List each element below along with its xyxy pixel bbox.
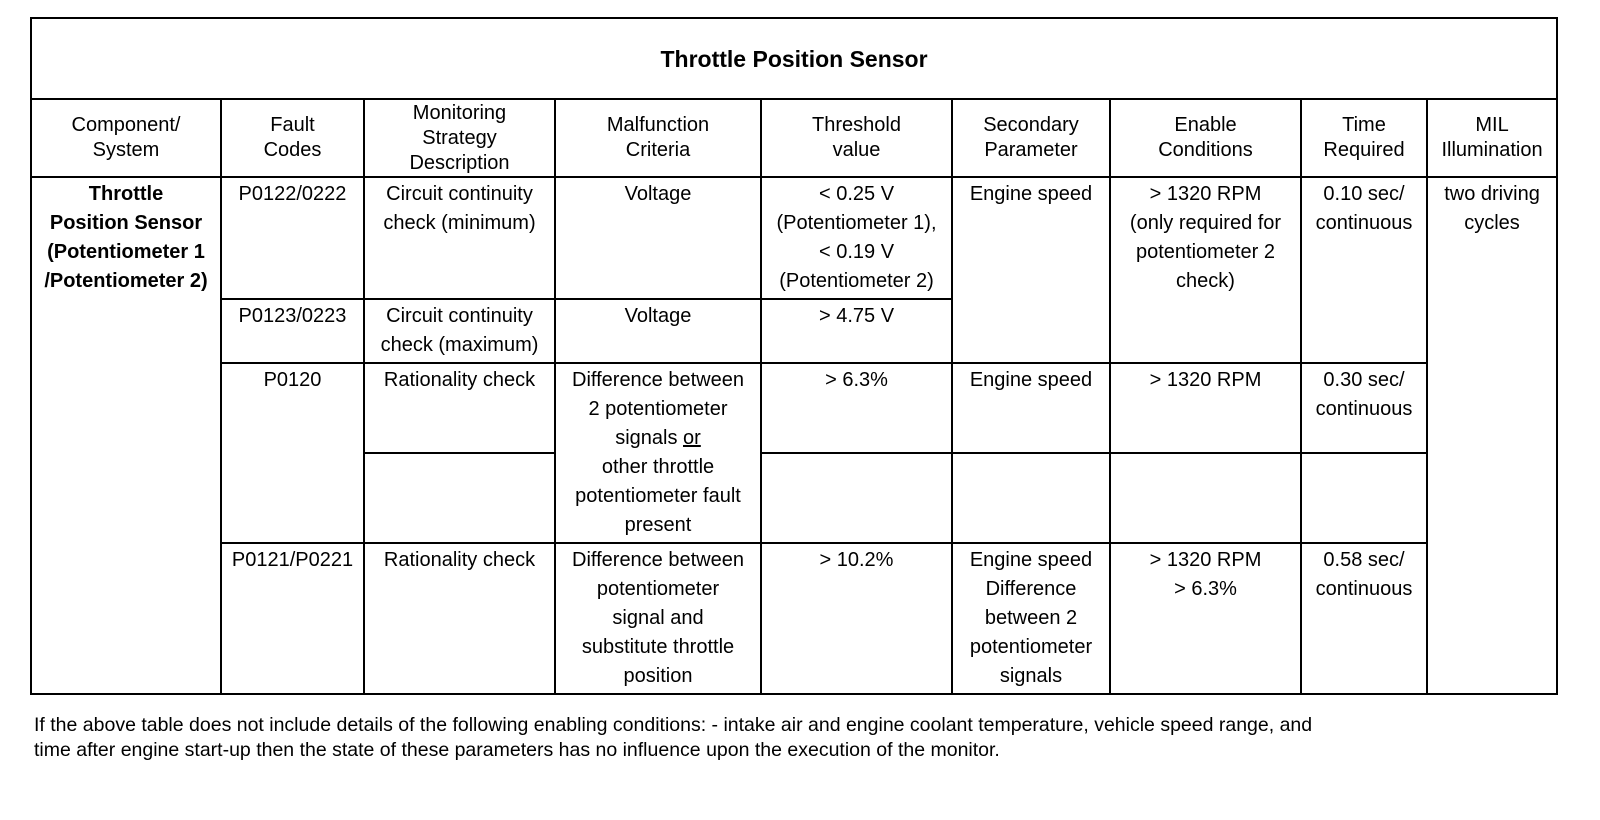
threshold-cell: > 6.3%: [761, 363, 952, 453]
fault-code-cell: P0122/0222: [221, 177, 364, 299]
empty-cell: [952, 453, 1110, 543]
threshold-cell: < 0.25 V (Potentiometer 1), < 0.19 V (Potentiometer 2): [761, 177, 952, 299]
secondary-parameter-cell: Engine speed: [952, 177, 1110, 363]
table-row: [31, 177, 1557, 299]
column-header-row: [31, 99, 1557, 177]
header-enable-conditions: Enable Conditions: [1110, 99, 1301, 177]
header-malfunction-criteria: Malfunction Criteria: [555, 99, 761, 177]
header-monitoring-strategy: Monitoring Strategy Description: [364, 99, 555, 177]
monitor-table: [30, 17, 1558, 695]
header-component: Component/ System: [31, 99, 221, 177]
empty-cell: [364, 453, 555, 543]
threshold-cell: > 10.2%: [761, 543, 952, 694]
header-time-required: Time Required: [1301, 99, 1427, 177]
table-title: Throttle Position Sensor: [31, 18, 1557, 99]
fault-code-cell: P0120: [221, 363, 364, 543]
strategy-cell: Circuit continuity check (minimum): [364, 177, 555, 299]
mil-illumination-cell: two driving cycles: [1427, 177, 1557, 694]
empty-cell: [761, 453, 952, 543]
secondary-parameter-cell: Engine speed: [952, 363, 1110, 453]
underlined-or: or: [683, 427, 701, 449]
empty-cell: [1301, 453, 1427, 543]
malfunction-cell: Voltage: [555, 177, 761, 299]
header-secondary-parameter: Secondary Parameter: [952, 99, 1110, 177]
strategy-cell: Rationality check: [364, 363, 555, 453]
header-fault-codes: Fault Codes: [221, 99, 364, 177]
time-required-cell: 0.58 sec/ continuous: [1301, 543, 1427, 694]
threshold-cell: > 4.75 V: [761, 299, 952, 363]
enable-conditions-cell: > 1320 RPM (only required for potentiometer 2 check): [1110, 177, 1301, 363]
footnote: If the above table does not include details of the following enabling conditions: - intake air and engine coolant temperature, vehicle speed range, and time after engine start-up then the state of these parameters has no influence upon the execution of the monitor.: [34, 714, 1313, 761]
enable-conditions-cell: > 1320 RPM > 6.3%: [1110, 543, 1301, 694]
table-row: [31, 543, 1557, 694]
malfunction-cell: Voltage: [555, 299, 761, 363]
component-cell: Throttle Position Sensor (Potentiometer 1 /Potentiometer 2): [31, 177, 221, 694]
strategy-cell: Rationality check: [364, 543, 555, 694]
empty-cell: [1110, 453, 1301, 543]
time-required-cell: 0.30 sec/ continuous: [1301, 363, 1427, 453]
time-required-cell: 0.10 sec/ continuous: [1301, 177, 1427, 363]
table-row: [31, 363, 1557, 453]
enable-conditions-cell: > 1320 RPM: [1110, 363, 1301, 453]
secondary-parameter-cell: Engine speed Difference between 2 potentiometer signals: [952, 543, 1110, 694]
fault-code-cell: P0123/0223: [221, 299, 364, 363]
fault-code-cell: P0121/P0221: [221, 543, 364, 694]
header-threshold-value: Threshold value: [761, 99, 952, 177]
malfunction-cell: Difference between potentiometer signal and substitute throttle position: [555, 543, 761, 694]
malfunction-cell: Difference between 2 potentiometer signals or other throttle potentiometer fault present: [555, 363, 761, 543]
strategy-cell: Circuit continuity check (maximum): [364, 299, 555, 363]
document-sheet: [30, 17, 1556, 695]
header-mil-illumination: MIL Illumination: [1427, 99, 1557, 177]
